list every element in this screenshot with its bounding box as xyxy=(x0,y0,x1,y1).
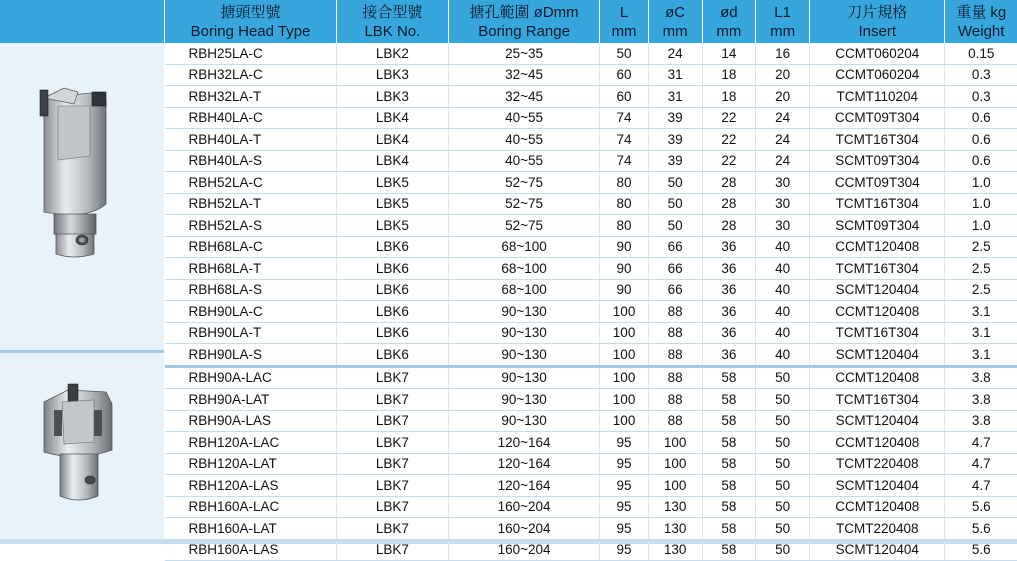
cell-insert: SCMT09T304 xyxy=(810,215,945,237)
cell-l1: 50 xyxy=(756,539,810,561)
cell-lbk: LBK7 xyxy=(337,389,449,411)
header-l1-en: mm xyxy=(756,22,809,41)
cell-lbk: LBK5 xyxy=(337,172,449,194)
cell-type: RBH40LA-C xyxy=(165,107,337,129)
cell-l1: 24 xyxy=(756,150,810,172)
cell-weight: 0.15 xyxy=(945,43,1017,64)
cell-insert: TCMT220408 xyxy=(810,518,945,540)
cell-weight: 0.3 xyxy=(945,86,1017,108)
cell-l1: 50 xyxy=(756,410,810,432)
header-l-zh: L xyxy=(600,3,647,22)
cell-l: 100 xyxy=(600,389,648,411)
cell-lbk: LBK7 xyxy=(337,432,449,454)
cell-range: 68~100 xyxy=(448,258,600,280)
cell-range: 68~100 xyxy=(448,236,600,258)
cell-lbk: LBK7 xyxy=(337,410,449,432)
boring-head-spec-table xyxy=(164,0,1017,561)
cell-range: 52~75 xyxy=(448,215,600,237)
cell-lbk: LBK6 xyxy=(337,236,449,258)
cell-lbk: LBK6 xyxy=(337,322,449,344)
table-row xyxy=(165,86,1017,108)
header-od xyxy=(702,0,756,43)
header-l1-zh: L1 xyxy=(756,3,809,22)
table-row xyxy=(165,129,1017,151)
cell-l: 90 xyxy=(600,236,648,258)
cell-insert: CCMT120408 xyxy=(810,366,945,389)
cell-od: 22 xyxy=(702,150,756,172)
cell-l: 100 xyxy=(600,322,648,344)
table-row xyxy=(165,453,1017,475)
header-insert-zh: 刀片規格 xyxy=(810,3,944,22)
cell-lbk: LBK3 xyxy=(337,64,449,86)
header-boring-range xyxy=(448,0,600,43)
table-row xyxy=(165,107,1017,129)
cell-range: 120~164 xyxy=(448,475,600,497)
cell-type: RBH68LA-S xyxy=(165,279,337,301)
cell-type: RBH120A-LAS xyxy=(165,475,337,497)
cell-l1: 24 xyxy=(756,107,810,129)
cell-l: 50 xyxy=(600,43,648,64)
cell-l1: 50 xyxy=(756,432,810,454)
cell-range: 25~35 xyxy=(448,43,600,64)
cell-l1: 30 xyxy=(756,215,810,237)
cell-oc: 130 xyxy=(648,496,702,518)
cell-insert: TCMT16T304 xyxy=(810,193,945,215)
cell-range: 160~204 xyxy=(448,518,600,540)
header-l1 xyxy=(756,0,810,43)
cell-oc: 50 xyxy=(648,172,702,194)
cell-l1: 50 xyxy=(756,518,810,540)
boring-head-a-la-image xyxy=(38,380,120,510)
image-column xyxy=(0,0,164,544)
cell-l1: 30 xyxy=(756,172,810,194)
cell-l: 95 xyxy=(600,475,648,497)
cell-weight: 1.0 xyxy=(945,172,1017,194)
header-boring-head-type xyxy=(165,0,337,43)
cell-range: 40~55 xyxy=(448,129,600,151)
cell-oc: 88 xyxy=(648,389,702,411)
table-row xyxy=(165,432,1017,454)
table-row xyxy=(165,496,1017,518)
table-row xyxy=(165,366,1017,389)
cell-od: 14 xyxy=(702,43,756,64)
cell-od: 28 xyxy=(702,172,756,194)
header-od-en: mm xyxy=(703,22,756,41)
header-boring-head-type-zh: 搪頭型號 xyxy=(165,3,336,22)
cell-type: RBH68LA-C xyxy=(165,236,337,258)
cell-type: RBH40LA-S xyxy=(165,150,337,172)
cell-range: 90~130 xyxy=(448,410,600,432)
table-row xyxy=(165,193,1017,215)
header-l xyxy=(600,0,648,43)
cell-oc: 50 xyxy=(648,215,702,237)
cell-l1: 40 xyxy=(756,236,810,258)
cell-weight: 5.6 xyxy=(945,518,1017,540)
cell-od: 22 xyxy=(702,129,756,151)
cell-range: 40~55 xyxy=(448,107,600,129)
cell-type: RBH90A-LAS xyxy=(165,410,337,432)
cell-oc: 66 xyxy=(648,236,702,258)
cell-insert: TCMT16T304 xyxy=(810,258,945,280)
cell-insert: SCMT120404 xyxy=(810,475,945,497)
cell-insert: CCMT060204 xyxy=(810,43,945,64)
cell-range: 160~204 xyxy=(448,539,600,561)
cell-lbk: LBK5 xyxy=(337,193,449,215)
cell-weight: 1.0 xyxy=(945,215,1017,237)
cell-l1: 16 xyxy=(756,43,810,64)
cell-lbk: LBK7 xyxy=(337,475,449,497)
cell-insert: CCMT09T304 xyxy=(810,172,945,194)
header-lbk-no-zh: 接合型號 xyxy=(337,3,448,22)
header-oc-zh: øC xyxy=(649,3,702,22)
cell-insert: SCMT09T304 xyxy=(810,150,945,172)
cell-oc: 39 xyxy=(648,107,702,129)
cell-oc: 31 xyxy=(648,86,702,108)
cell-range: 90~130 xyxy=(448,344,600,367)
cell-weight: 4.7 xyxy=(945,453,1017,475)
cell-type: RBH90LA-S xyxy=(165,344,337,367)
cell-lbk: LBK3 xyxy=(337,86,449,108)
cell-weight: 0.6 xyxy=(945,150,1017,172)
cell-od: 36 xyxy=(702,322,756,344)
cell-type: RBH160A-LAC xyxy=(165,496,337,518)
table-row xyxy=(165,172,1017,194)
cell-l1: 20 xyxy=(756,64,810,86)
cell-insert: CCMT120408 xyxy=(810,301,945,323)
cell-oc: 88 xyxy=(648,344,702,367)
cell-l1: 30 xyxy=(756,193,810,215)
cell-l: 60 xyxy=(600,64,648,86)
cell-insert: SCMT120404 xyxy=(810,344,945,367)
cell-lbk: LBK6 xyxy=(337,258,449,280)
cell-range: 90~130 xyxy=(448,366,600,389)
header-insert xyxy=(810,0,945,43)
cell-type: RBH90LA-C xyxy=(165,301,337,323)
cell-od: 36 xyxy=(702,236,756,258)
cell-type: RBH120A-LAC xyxy=(165,432,337,454)
cell-l1: 20 xyxy=(756,86,810,108)
cell-od: 28 xyxy=(702,215,756,237)
cell-oc: 88 xyxy=(648,301,702,323)
cell-l: 100 xyxy=(600,366,648,389)
cell-insert: CCMT09T304 xyxy=(810,107,945,129)
cell-oc: 66 xyxy=(648,258,702,280)
cell-od: 58 xyxy=(702,539,756,561)
cell-od: 36 xyxy=(702,279,756,301)
cell-weight: 3.1 xyxy=(945,301,1017,323)
table-row xyxy=(165,475,1017,497)
cell-l1: 50 xyxy=(756,453,810,475)
cell-l1: 40 xyxy=(756,279,810,301)
cell-oc: 130 xyxy=(648,518,702,540)
cell-l: 60 xyxy=(600,86,648,108)
cell-type: RBH90A-LAT xyxy=(165,389,337,411)
table-row xyxy=(165,410,1017,432)
cell-insert: TCMT110204 xyxy=(810,86,945,108)
table-row xyxy=(165,236,1017,258)
cell-l: 90 xyxy=(600,258,648,280)
cell-oc: 39 xyxy=(648,150,702,172)
cell-l: 74 xyxy=(600,129,648,151)
cell-od: 18 xyxy=(702,64,756,86)
cell-range: 40~55 xyxy=(448,150,600,172)
cell-range: 120~164 xyxy=(448,453,600,475)
cell-insert: CCMT060204 xyxy=(810,64,945,86)
cell-type: RBH32LA-T xyxy=(165,86,337,108)
cell-od: 58 xyxy=(702,453,756,475)
cell-od: 58 xyxy=(702,432,756,454)
cell-weight: 2.5 xyxy=(945,258,1017,280)
cell-l: 80 xyxy=(600,172,648,194)
cell-l: 74 xyxy=(600,107,648,129)
cell-type: RBH120A-LAT xyxy=(165,453,337,475)
header-weight-zh: 重量 kg xyxy=(945,3,1017,22)
cell-oc: 100 xyxy=(648,432,702,454)
cell-l: 100 xyxy=(600,301,648,323)
cell-l: 95 xyxy=(600,453,648,475)
table-row xyxy=(165,389,1017,411)
cell-type: RBH25LA-C xyxy=(165,43,337,64)
cell-weight: 3.1 xyxy=(945,322,1017,344)
header-weight xyxy=(945,0,1017,43)
image-column-header xyxy=(0,0,164,43)
cell-l1: 50 xyxy=(756,389,810,411)
table-header-row xyxy=(165,0,1017,43)
cell-lbk: LBK4 xyxy=(337,107,449,129)
cell-range: 90~130 xyxy=(448,322,600,344)
cell-lbk: LBK6 xyxy=(337,279,449,301)
cell-oc: 24 xyxy=(648,43,702,64)
cell-insert: CCMT120408 xyxy=(810,236,945,258)
cell-oc: 50 xyxy=(648,193,702,215)
table-row xyxy=(165,258,1017,280)
cell-od: 58 xyxy=(702,475,756,497)
cell-range: 32~45 xyxy=(448,64,600,86)
cell-l: 95 xyxy=(600,432,648,454)
header-boring-range-en: Boring Range xyxy=(449,22,600,41)
cell-lbk: LBK4 xyxy=(337,129,449,151)
header-lbk-no xyxy=(337,0,449,43)
cell-l: 95 xyxy=(600,518,648,540)
cell-od: 58 xyxy=(702,389,756,411)
table-row xyxy=(165,279,1017,301)
table-body xyxy=(165,43,1017,561)
header-insert-en: Insert xyxy=(810,22,944,41)
cell-lbk: LBK4 xyxy=(337,150,449,172)
cell-lbk: LBK6 xyxy=(337,344,449,367)
cell-od: 58 xyxy=(702,518,756,540)
header-oc-en: mm xyxy=(649,22,702,41)
cell-oc: 39 xyxy=(648,129,702,151)
cell-od: 22 xyxy=(702,107,756,129)
cell-l: 100 xyxy=(600,344,648,367)
cell-type: RBH40LA-T xyxy=(165,129,337,151)
cell-lbk: LBK7 xyxy=(337,496,449,518)
header-boring-head-type-en: Boring Head Type xyxy=(165,22,336,41)
cell-weight: 3.8 xyxy=(945,410,1017,432)
table-row xyxy=(165,64,1017,86)
cell-od: 36 xyxy=(702,301,756,323)
header-oc xyxy=(648,0,702,43)
cell-type: RBH160A-LAT xyxy=(165,518,337,540)
cell-range: 90~130 xyxy=(448,389,600,411)
cell-oc: 130 xyxy=(648,539,702,561)
cell-weight: 4.7 xyxy=(945,475,1017,497)
cell-lbk: LBK7 xyxy=(337,366,449,389)
cell-l1: 24 xyxy=(756,129,810,151)
table-row xyxy=(165,539,1017,561)
table-row xyxy=(165,43,1017,64)
cell-lbk: LBK6 xyxy=(337,301,449,323)
table-row xyxy=(165,344,1017,367)
cell-l1: 40 xyxy=(756,322,810,344)
cell-weight: 5.6 xyxy=(945,496,1017,518)
cell-type: RBH52LA-C xyxy=(165,172,337,194)
cell-range: 160~204 xyxy=(448,496,600,518)
cell-l1: 50 xyxy=(756,496,810,518)
header-od-zh: ød xyxy=(703,3,756,22)
cell-oc: 31 xyxy=(648,64,702,86)
cell-l: 74 xyxy=(600,150,648,172)
cell-oc: 88 xyxy=(648,366,702,389)
cell-type: RBH52LA-T xyxy=(165,193,337,215)
cell-od: 28 xyxy=(702,193,756,215)
table-row xyxy=(165,301,1017,323)
cell-l1: 40 xyxy=(756,258,810,280)
cell-oc: 88 xyxy=(648,322,702,344)
cell-oc: 88 xyxy=(648,410,702,432)
table-row xyxy=(165,322,1017,344)
header-boring-range-zh: 搪孔範圍 øDmm xyxy=(449,3,600,22)
boring-head-la-image xyxy=(34,84,124,266)
cell-weight: 2.5 xyxy=(945,236,1017,258)
cell-oc: 66 xyxy=(648,279,702,301)
cell-insert: SCMT120404 xyxy=(810,539,945,561)
cell-type: RBH52LA-S xyxy=(165,215,337,237)
cell-weight: 3.8 xyxy=(945,366,1017,389)
cell-l: 95 xyxy=(600,539,648,561)
cell-weight: 3.1 xyxy=(945,344,1017,367)
cell-range: 90~130 xyxy=(448,301,600,323)
cell-lbk: LBK5 xyxy=(337,215,449,237)
cell-l: 80 xyxy=(600,215,648,237)
cell-lbk: LBK7 xyxy=(337,518,449,540)
table-row xyxy=(165,518,1017,540)
cell-oc: 100 xyxy=(648,453,702,475)
cell-weight: 0.3 xyxy=(945,64,1017,86)
cell-l1: 40 xyxy=(756,344,810,367)
table-row xyxy=(165,215,1017,237)
cell-l1: 40 xyxy=(756,301,810,323)
cell-insert: SCMT120404 xyxy=(810,279,945,301)
cell-weight: 3.8 xyxy=(945,389,1017,411)
cell-range: 32~45 xyxy=(448,86,600,108)
cell-od: 58 xyxy=(702,366,756,389)
cell-type: RBH90LA-T xyxy=(165,322,337,344)
cell-l: 90 xyxy=(600,279,648,301)
cell-lbk: LBK7 xyxy=(337,539,449,561)
cell-insert: TCMT220408 xyxy=(810,453,945,475)
header-lbk-no-en: LBK No. xyxy=(337,22,448,41)
cell-range: 120~164 xyxy=(448,432,600,454)
cell-l1: 50 xyxy=(756,366,810,389)
cell-l: 80 xyxy=(600,193,648,215)
cell-lbk: LBK7 xyxy=(337,453,449,475)
cell-weight: 5.6 xyxy=(945,539,1017,561)
cell-oc: 100 xyxy=(648,475,702,497)
cell-type: RBH90A-LAC xyxy=(165,366,337,389)
cell-type: RBH160A-LAS xyxy=(165,539,337,561)
cell-insert: CCMT120408 xyxy=(810,432,945,454)
cell-insert: SCMT120404 xyxy=(810,410,945,432)
cell-od: 36 xyxy=(702,344,756,367)
cell-l1: 50 xyxy=(756,475,810,497)
cell-weight: 1.0 xyxy=(945,193,1017,215)
cell-range: 52~75 xyxy=(448,172,600,194)
cell-range: 52~75 xyxy=(448,193,600,215)
cell-type: RBH68LA-T xyxy=(165,258,337,280)
cell-insert: TCMT16T304 xyxy=(810,389,945,411)
cell-weight: 0.6 xyxy=(945,129,1017,151)
cell-l: 95 xyxy=(600,496,648,518)
cell-lbk: LBK2 xyxy=(337,43,449,64)
cell-type: RBH32LA-C xyxy=(165,64,337,86)
cell-insert: CCMT120408 xyxy=(810,496,945,518)
cell-od: 18 xyxy=(702,86,756,108)
table-row xyxy=(165,150,1017,172)
cell-insert: TCMT16T304 xyxy=(810,322,945,344)
cell-weight: 2.5 xyxy=(945,279,1017,301)
header-l-en: mm xyxy=(600,22,647,41)
cell-range: 68~100 xyxy=(448,279,600,301)
cell-weight: 0.6 xyxy=(945,107,1017,129)
cell-l: 100 xyxy=(600,410,648,432)
cell-od: 58 xyxy=(702,496,756,518)
cell-od: 36 xyxy=(702,258,756,280)
cell-od: 58 xyxy=(702,410,756,432)
cell-insert: TCMT16T304 xyxy=(810,129,945,151)
cell-weight: 4.7 xyxy=(945,432,1017,454)
header-weight-en: Weight xyxy=(945,22,1017,41)
